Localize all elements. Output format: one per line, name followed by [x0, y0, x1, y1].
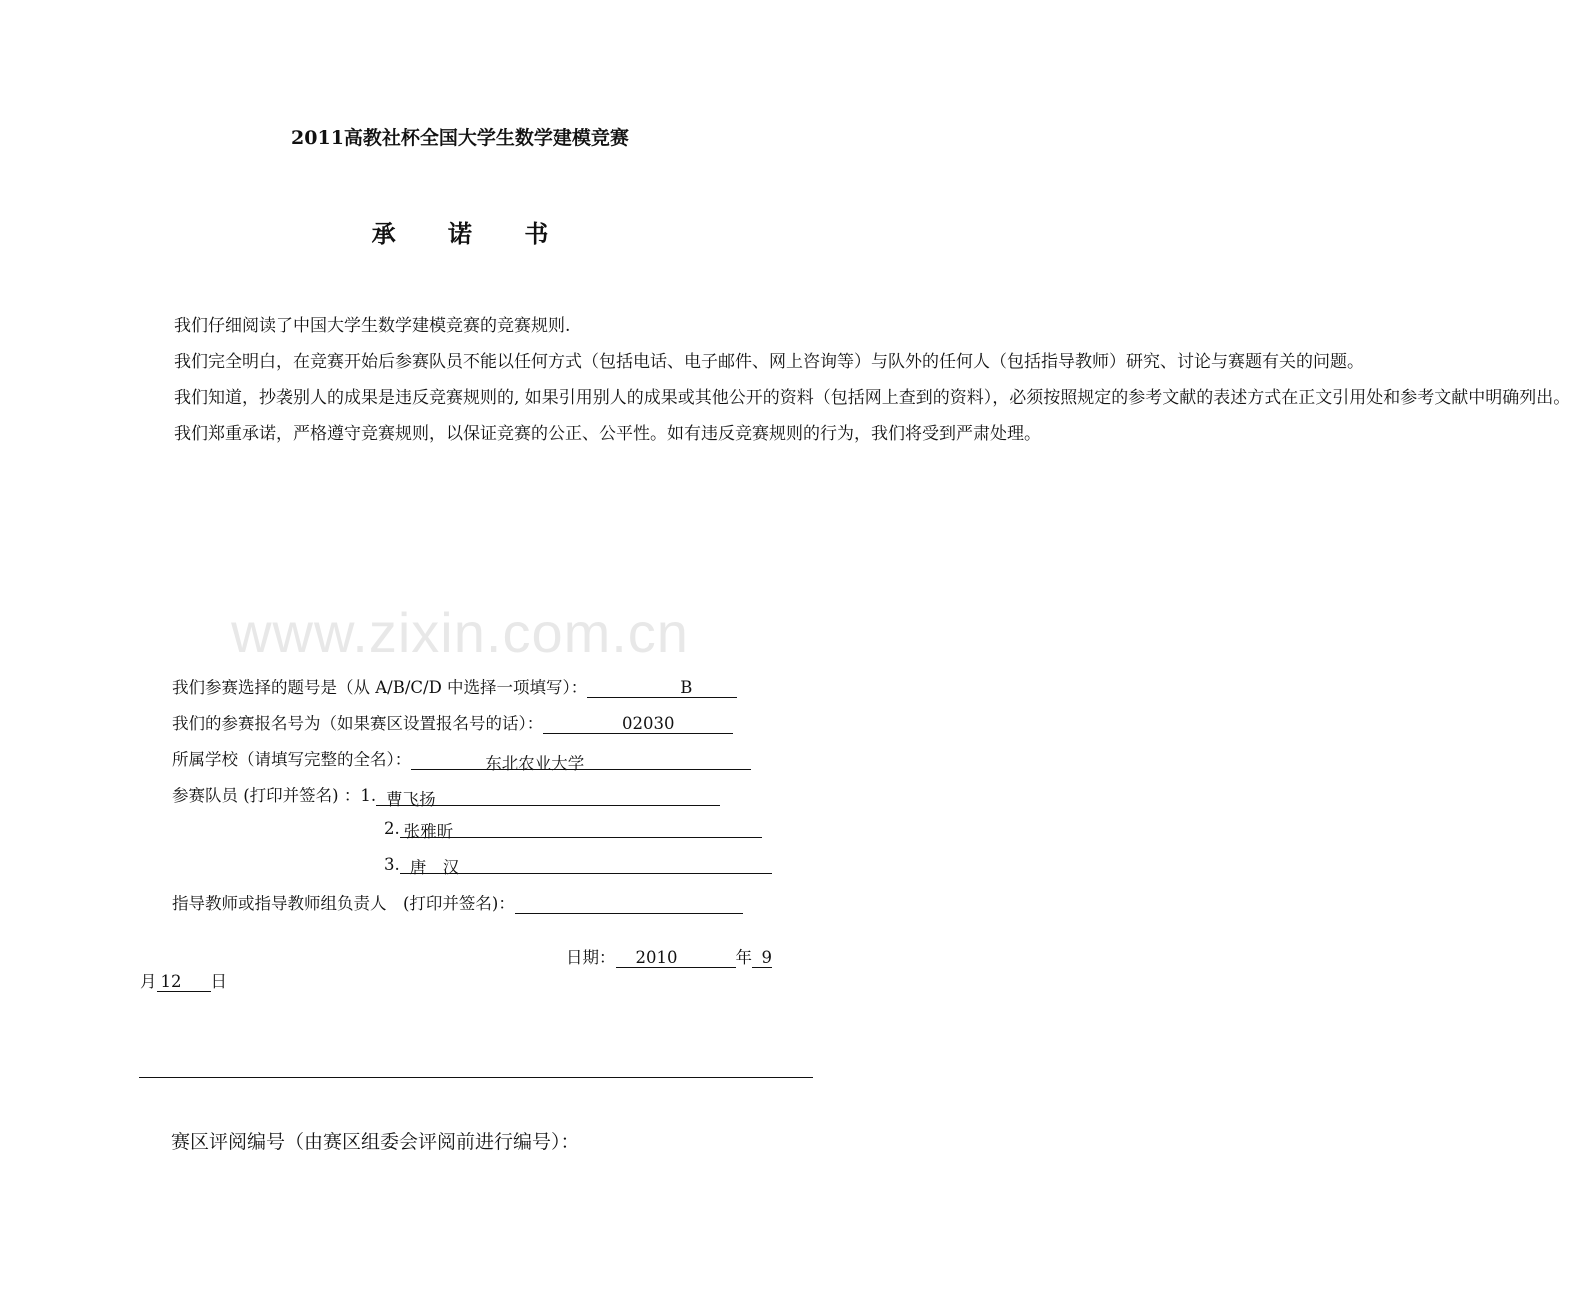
paragraph-4: 我们郑重承诺，严格遵守竞赛规则，以保证竞赛的公正、公平性。如有违反竞赛规则的行为，我们将受到严肃处理。: [174, 424, 1041, 444]
advisor-field[interactable]: [515, 894, 743, 914]
pledge-paragraphs: [140, 308, 1570, 452]
date-row: [566, 944, 772, 968]
member-2-number: 2.: [384, 819, 400, 838]
registration-value: 02030: [622, 714, 675, 733]
registration-label: 我们的参赛报名号为（如果赛区设置报名号的话）：: [172, 714, 544, 733]
date-year-field[interactable]: [616, 948, 736, 968]
paragraph-2: 我们完全明白，在竞赛开始后参赛队员不能以任何方式（包括电话、电子邮件、网上咨询等）与队外的任何人（包括指导教师）研究、讨论与赛题有关的问题。: [174, 352, 1364, 372]
problem-label: 我们参赛选择的题号是（从 A/B/C/D 中选择一项填写）：: [172, 678, 588, 697]
problem-field[interactable]: [587, 678, 737, 698]
school-field[interactable]: [411, 750, 751, 773]
date-day: 12: [160, 972, 182, 991]
member-2-name: 张雅昕: [403, 822, 454, 841]
watermark: www.zixin.com.cn: [231, 601, 689, 664]
date-month: 9: [761, 948, 772, 967]
registration-field[interactable]: [543, 714, 733, 734]
date-day-unit: 日: [210, 972, 227, 991]
paragraph-3: 我们知道，抄袭别人的成果是违反竞赛规则的, 如果引用别人的成果或其他公开的资料（包括网上查到的资料），必须按照规定的参考文献的表述方式在正文引用处和参考文献中明确列出。: [174, 388, 1570, 408]
date-year-unit: 年: [735, 948, 752, 967]
paragraph-1: 我们仔细阅读了中国大学生数学建模竞赛的竞赛规则.: [174, 316, 571, 336]
advisor-row: [172, 890, 743, 914]
date-day-field[interactable]: [157, 972, 211, 992]
member-3-field[interactable]: [400, 854, 772, 877]
member-1-field[interactable]: [376, 786, 720, 809]
members-label: 参赛队员 (打印并签名) ：: [172, 786, 361, 805]
school-label: 所属学校（请填写完整的全名）：: [172, 750, 412, 769]
member-3-name: 唐 汉: [409, 858, 460, 877]
member-3-row: [384, 854, 772, 877]
member-2-row: [384, 818, 762, 841]
problem-row: [172, 674, 737, 698]
date-month-unit: 月: [140, 972, 157, 991]
school-row: [172, 746, 751, 773]
problem-value: B: [680, 678, 693, 697]
registration-row: [172, 710, 733, 734]
date-label: 日期：: [566, 948, 616, 967]
document-heading: 承 诺 书: [371, 219, 571, 248]
advisor-label: 指导教师或指导教师组负责人 (打印并签名)：: [172, 894, 515, 913]
member-1-number: 1.: [360, 786, 377, 805]
date-year: 2010: [635, 948, 678, 967]
member-2-field[interactable]: [400, 818, 762, 841]
document-title: 2011高教社杯全国大学生数学建模竞赛: [291, 127, 629, 149]
separator-rule: [139, 1077, 813, 1078]
members-row: [172, 782, 720, 809]
review-number-label: 赛区评阅编号（由赛区组委会评阅前进行编号）：: [171, 1131, 580, 1153]
date-row-2: [140, 968, 227, 992]
member-3-number: 3.: [384, 855, 400, 874]
school-value: 东北农业大学: [485, 754, 585, 773]
date-month-field[interactable]: [752, 948, 772, 968]
member-1-name: 曹飞扬: [386, 790, 436, 809]
